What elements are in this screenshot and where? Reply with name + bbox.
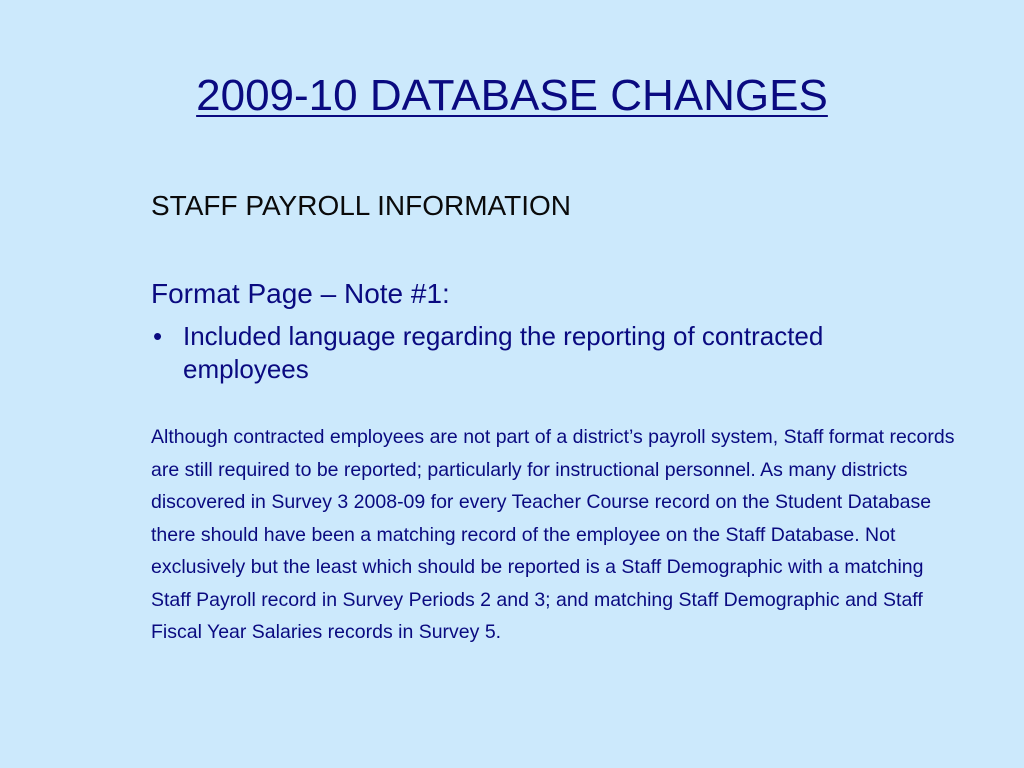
bullet-item	[151, 320, 911, 386]
format-page-note-heading: Format Page – Note #1:	[151, 278, 450, 309]
bullet-text: Included language regarding the reporting of contracted employees	[183, 321, 824, 384]
bullet-marker: •	[153, 321, 163, 351]
section-heading: STAFF PAYROLL INFORMATION	[151, 190, 572, 221]
bullet-list	[151, 320, 911, 386]
body-paragraph: Although contracted employees are not part of a district’s payroll system, Staff format records are still required to be reported; particularly for instructional personnel. As many districts discovered in Survey 3 2008-09 for every Teacher Course record on the Student Database there should have been a matching record of the employee on the Staff Database. Not exclusively but the least which should be reported is a Staff Demographic with a matching Staff Payroll record in Survey Periods 2 and 3; and matching Staff Demographic and Staff Fiscal Year Salaries records in Survey 5.	[151, 426, 955, 643]
slide-title: 2009-10 DATABASE CHANGES	[196, 71, 828, 120]
